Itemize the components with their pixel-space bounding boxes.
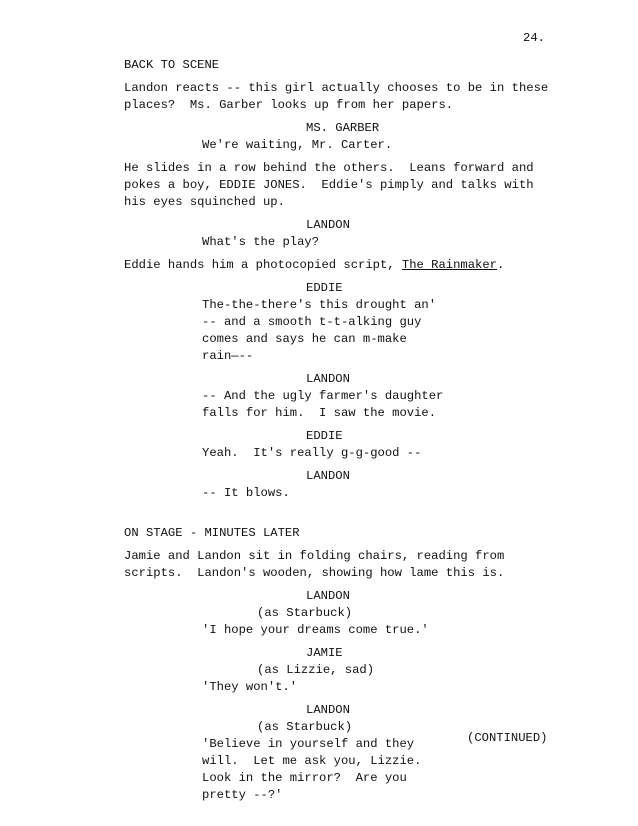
action-line: He slides in a row behind the others. Leans forward and	[124, 161, 534, 175]
dialogue-line: Yeah. It's really g-g-good --	[202, 446, 422, 460]
play-title: The Rainmaker	[401, 258, 497, 272]
parenthetical: (as Starbuck)	[257, 606, 353, 620]
parenthetical: (as Lizzie, sad)	[257, 663, 375, 677]
dialogue-line: 'Believe in yourself and they	[202, 737, 415, 751]
character-name: JAMIE	[306, 646, 343, 660]
dialogue-line: rain—--	[202, 349, 254, 363]
character-name: LANDON	[306, 589, 350, 603]
continued-marker: (CONTINUED)	[467, 731, 548, 745]
dialogue-line: What's the play?	[202, 235, 320, 249]
action-text: Eddie hands him a photocopied script,	[124, 258, 402, 272]
character-name: LANDON	[306, 372, 350, 386]
dialogue-line: pretty --?'	[202, 788, 283, 802]
action-line: scripts. Landon's wooden, showing how lame this is.	[124, 566, 505, 580]
dialogue-line: -- and a smooth t-t-alking guy	[202, 315, 422, 329]
action-line: Landon reacts -- this girl actually chooses to be in these	[124, 81, 549, 95]
character-name: LANDON	[306, 703, 350, 717]
dialogue-line: -- And the ugly farmer's daughter	[202, 389, 444, 403]
dialogue-line: will. Let me ask you, Lizzie.	[202, 754, 422, 768]
page-number: 24.	[523, 31, 545, 45]
character-name: LANDON	[306, 218, 350, 232]
character-name: EDDIE	[306, 281, 343, 295]
action-line: places? Ms. Garber looks up from her papers.	[124, 98, 454, 112]
parenthetical: (as Starbuck)	[257, 720, 353, 734]
dialogue-line: 'I hope your dreams come true.'	[202, 623, 429, 637]
action-line: his eyes squinched up.	[124, 195, 285, 209]
action-line: pokes a boy, EDDIE JONES. Eddie's pimply and talks with	[124, 178, 534, 192]
dialogue-line: Look in the mirror? Are you	[202, 771, 407, 785]
dialogue-line: We're waiting, Mr. Carter.	[202, 138, 393, 152]
scene-heading: BACK TO SCENE	[124, 58, 220, 72]
action-line	[124, 257, 504, 274]
character-name: MS. GARBER	[306, 121, 380, 135]
dialogue-line: falls for him. I saw the movie.	[202, 406, 437, 420]
character-name: EDDIE	[306, 429, 343, 443]
dialogue-line: -- It blows.	[202, 486, 290, 500]
dialogue-line: comes and says he can m-make	[202, 332, 407, 346]
scene-heading: ON STAGE - MINUTES LATER	[124, 526, 300, 540]
action-line: Jamie and Landon sit in folding chairs, reading from	[124, 549, 505, 563]
dialogue-line: 'They won't.'	[202, 680, 298, 694]
action-text: .	[497, 258, 505, 272]
dialogue-line: The-the-there's this drought an'	[202, 298, 437, 312]
character-name: LANDON	[306, 469, 350, 483]
